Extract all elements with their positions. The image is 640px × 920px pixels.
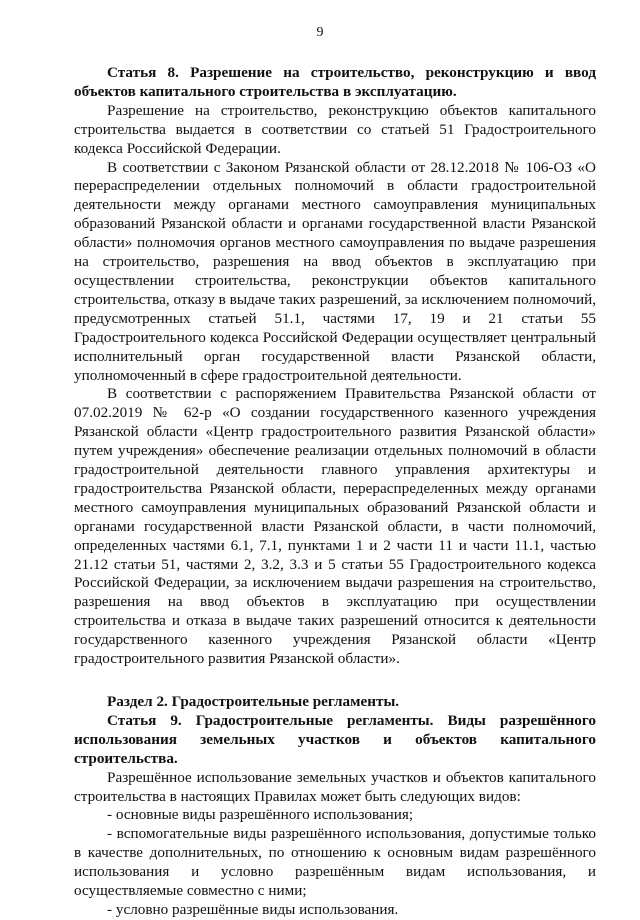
page-content	[74, 64, 596, 920]
list-item-main-uses: - основные виды разрешённого использования;	[107, 806, 414, 824]
article-9-heading: Статья 9. Градостроительные регламенты. Виды разрешённого использования земельных участков и объектов капитального строительства.	[74, 711, 596, 767]
list-item-auxiliary-uses: - вспомогательные виды разрешённого использования, допустимые только в качестве дополнительных, по отношению к основным видам разрешённого использования и условно разрешённым видам использования, и осуществляемые совместно с ними;	[74, 825, 596, 900]
page-number: 9	[316, 25, 324, 40]
list-item-conditional-uses: - условно разрешённые виды использования.	[107, 900, 399, 918]
section-2-heading: Раздел 2. Градостроительные регламенты.	[107, 693, 400, 710]
article-8-paragraph-2: В соответствии с Законом Рязанской области от 28.12.2018 № 106-ОЗ «О перераспределении отдельных полномочий в области градостроительной деятельности между органами местного самоуправления муниципальных образований Рязанской области и органами государственной власти Рязанской области» полномочия органов местного самоуправления по выдаче разрешения на строительство, разрешения на ввод объектов в эксплуатацию при осуществлении строительства, реконструкции объектов капитального строительства, отказу в выдаче таких разрешений, за исключением полномочий, предусмотренных статьей 51.1, частями 17, 19 и 21 статьи 55 Градостроительного кодекса Российской Федерации осуществляет центральный исполнительный орган государственной власти Рязанской области, уполномоченный в сфере градостроительной деятельности.	[74, 158, 596, 384]
article-8-heading: Статья 8. Разрешение на строительство, реконструкцию и ввод объектов капитального строительства в эксплуатацию.	[74, 64, 596, 100]
article-8-paragraph-1: Разрешение на строительство, реконструкцию объектов капитального строительства выдается в соответствии со статьей 51 Градостроительного кодекса Российской Федерации.	[74, 101, 596, 157]
article-8-paragraph-3: В соответствии с распоряжением Правительства Рязанской области от 07.02.2019 № 62-р «О создании государственного казенного учреждения Рязанской области «Центр градостроительного развития Рязанской области» путем учреждения» обеспечение реализации отдельных полномочий в области градостроительной деятельности главного управления архитектуры и градостроительства Рязанской области, перераспределенных между органами местного самоуправления муниципальных образований Рязанской области и органами государственной власти Рязанской области, в части полномочий, определенных частями 6.1, 7.1, пунктами 1 и 2 части 11 и части 11.1, частью 21.12 статьи 51, частями 2, 3.2, 3.3 и 5 статьи 55 Градостроительного кодекса Российской Федерации, за исключением выдачи разрешения на строительство, разрешения на ввод объектов в эксплуатацию при осуществлении строительства и отказа в выдаче таких разрешений относится к деятельности государственного казенного учреждения Рязанской области «Центр градостроительного развития Рязанской области».	[74, 385, 596, 668]
article-9-intro: Разрешённое использование земельных участков и объектов капитального строительства в настоящих Правилах может быть следующих видов:	[74, 768, 596, 805]
